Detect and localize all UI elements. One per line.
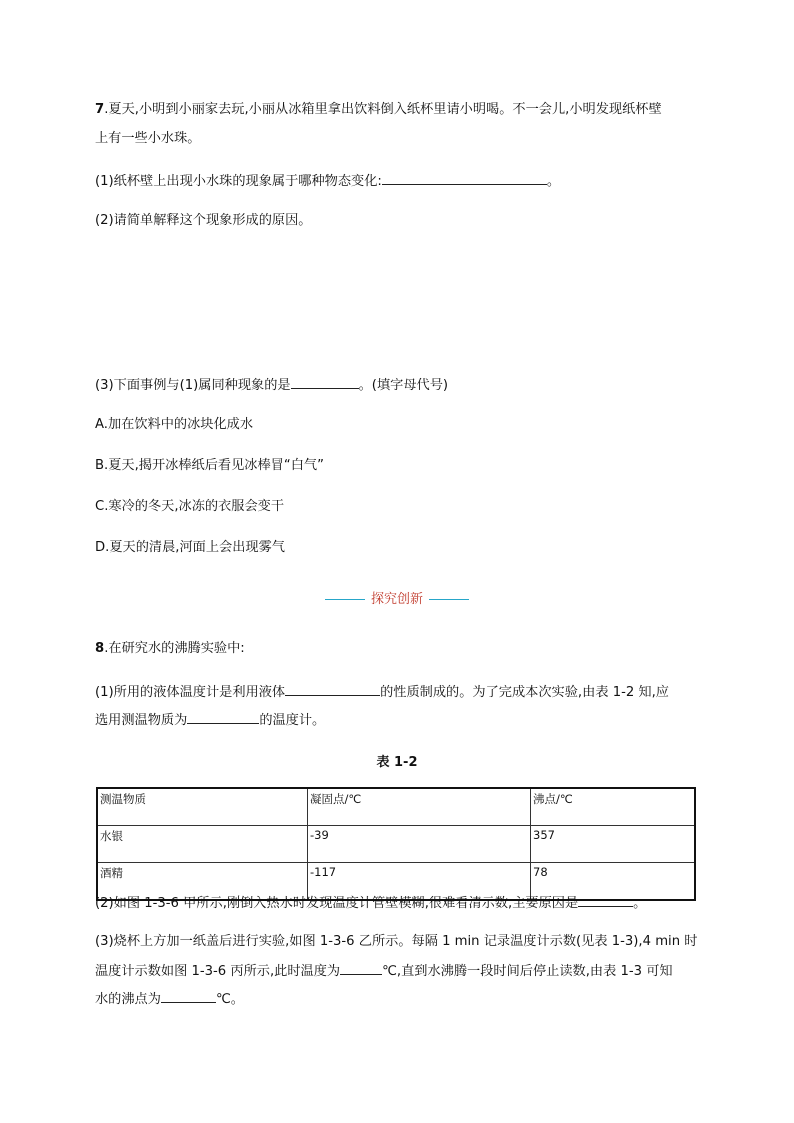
- q8-part1-text-b: 的性质制成的。为了完成本次实验,由表 1-2 知,应: [380, 685, 669, 700]
- q8-part3-text-b: ℃,直到水沸腾一段时间后停止读数,由表 1-3 可知: [382, 964, 673, 979]
- q8-part3-text-a: 温度计示数如图 1-3-6 丙所示,此时温度为: [95, 964, 341, 979]
- q7-option-d: D.夏天的清晨,河面上会出现雾气: [95, 540, 285, 555]
- section-header: [0, 588, 794, 607]
- q8-part1-text-a: (1)所用的液体温度计是利用液体: [95, 685, 286, 700]
- table-caption: 表 1-2: [376, 755, 418, 770]
- q8-part1-line1: [95, 682, 669, 702]
- q7-option-a: A.加在饮料中的冰块化成水: [95, 417, 254, 432]
- q8-part3-line1: (3)烧杯上方加一纸盖后进行实验,如图 1-3-6 乙所示。每隔 1 min 记录温度计示数(见表 1-3),4 min 时: [95, 934, 698, 949]
- q7-part3-end: 。(填字母代号): [358, 378, 449, 393]
- q8-part1-line2: [95, 710, 325, 730]
- table-cell: -39: [308, 826, 531, 863]
- q8-part2-blank[interactable]: [578, 893, 633, 907]
- q8-part1-text-c: 选用测温物质为: [95, 713, 188, 728]
- table-header-row: [97, 788, 695, 826]
- q7-option-c: C.寒冷的冬天,冰冻的衣服会变干: [95, 499, 285, 514]
- q8-part1-blank-1[interactable]: [285, 682, 380, 696]
- table-header-cell: 测温物质: [97, 788, 308, 826]
- q8-part3-blank-2[interactable]: [161, 989, 216, 1003]
- q8-part3-line2: [95, 961, 673, 981]
- table-row: [97, 826, 695, 863]
- table-cell: -117: [308, 863, 531, 901]
- data-table: [96, 787, 696, 901]
- q8-part1-text-d: 的温度计。: [259, 713, 326, 728]
- q7-stem-line2: 上有一些小水珠。: [95, 131, 201, 146]
- q8-stem: [95, 640, 245, 658]
- q8-part3-line3: [95, 989, 244, 1009]
- q8-part1-blank-2[interactable]: [187, 710, 259, 724]
- q7-stem-line1: [95, 101, 662, 119]
- q8-stem-text: .在研究水的沸腾实验中:: [104, 641, 245, 656]
- table-header-cell: 凝固点/℃: [308, 788, 531, 826]
- q7-part3-answer-blank[interactable]: [291, 375, 359, 389]
- q8-part2: [95, 893, 646, 913]
- q8-part3-text-c: 水的沸点为: [95, 992, 161, 1007]
- q8-part3-blank-1[interactable]: [340, 961, 382, 975]
- q7-number: 7: [95, 102, 105, 117]
- table-cell: 酒精: [97, 863, 308, 901]
- q7-part3: [95, 375, 448, 395]
- q7-part2: (2)请简单解释这个现象形成的原因。: [95, 213, 312, 228]
- table-header-cell: 沸点/℃: [531, 788, 696, 826]
- section-rule-right: [429, 599, 469, 600]
- section-rule-left: [325, 599, 365, 600]
- table-cell: 357: [531, 826, 696, 863]
- q7-part1-answer-blank[interactable]: [382, 171, 547, 185]
- table-cell: 78: [531, 863, 696, 901]
- q7-part3-text: (3)下面事例与(1)属同种现象的是: [95, 378, 291, 393]
- q7-stem-text: .夏天,小明到小丽家去玩,小丽从冰箱里拿出饮料倒入纸杯里请小明喝。不一会儿,小明发现纸杯壁: [104, 102, 662, 117]
- section-title: 探究创新: [370, 592, 423, 607]
- q8-part2-text: (2)如图 1-3-6 甲所示,刚倒入热水时发现温度计管壁模糊,很难看清示数,主要原因是: [95, 896, 579, 911]
- q7-part1-end: 。: [546, 174, 561, 189]
- q8-number: 8: [95, 641, 105, 656]
- q8-part2-end: 。: [633, 896, 647, 911]
- q8-part3-text-d: ℃。: [215, 992, 244, 1007]
- table-cell: 水银: [97, 826, 308, 863]
- q7-part1: [95, 171, 560, 191]
- q7-option-b: B.夏天,揭开冰棒纸后看见冰棒冒“白气”: [95, 458, 324, 473]
- q7-part1-text: (1)纸杯壁上出现小水珠的现象属于哪种物态变化:: [95, 174, 382, 189]
